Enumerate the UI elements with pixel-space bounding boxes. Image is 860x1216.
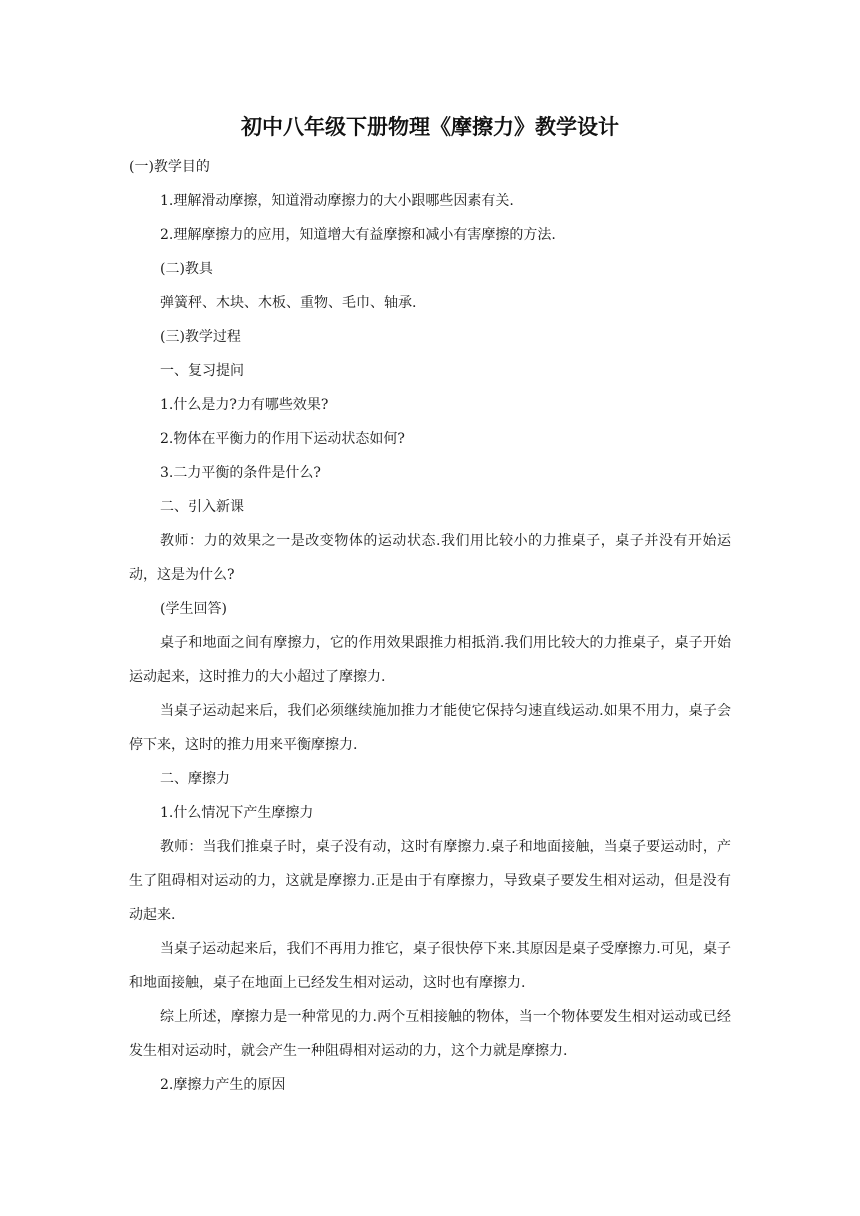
paragraph: 2.理解摩擦力的应用，知道增大有益摩擦和减小有害摩擦的方法. (160, 227, 556, 243)
paragraph: 当桌子运动起来后，我们不再用力推它，桌子很快停下来.其原因是桌子受摩擦力.可见，桌子和地面接触，桌子在地面上已经发生相对运动，这时也有摩擦力. (129, 941, 731, 991)
paragraph: 弹簧秤、木块、木板、重物、毛巾、轴承. (160, 295, 417, 311)
paragraph: 教师：力的效果之一是改变物体的运动状态.我们用比较小的力推桌子，桌子并没有开始运动，这是为什么? (129, 533, 731, 583)
paragraph: 教师：当我们推桌子时，桌子没有动，这时有摩擦力.桌子和地面接触，当桌子要运动时，产生了阻碍相对运动的力，这就是摩擦力.正是由于有摩擦力，导致桌子要发生相对运动，但是没有动起来. (129, 839, 731, 923)
subsection-heading-intro: 二、引入新课 (160, 499, 244, 515)
subsection-heading-review: 一、复习提问 (160, 363, 244, 379)
paragraph: 2.物体在平衡力的作用下运动状态如何? (160, 431, 405, 447)
paragraph: 1.什么是力?力有哪些效果? (160, 397, 329, 413)
paragraph: 桌子和地面之间有摩擦力，它的作用效果跟推力相抵消.我们用比较大的力推桌子，桌子开始运动起来，这时推力的大小超过了摩擦力. (129, 635, 731, 685)
paragraph: 2.摩擦力产生的原因 (160, 1077, 286, 1093)
paragraph: 综上所述，摩擦力是一种常见的力.两个互相接触的物体，当一个物体要发生相对运动或已经发生相对运动时，就会产生一种阻碍相对运动的力，这个力就是摩擦力. (129, 1009, 731, 1059)
section-heading-tools: (二)教具 (160, 261, 213, 277)
paragraph: 当桌子运动起来后，我们必须继续施加推力才能使它保持匀速直线运动.如果不用力，桌子会停下来，这时的推力用来平衡摩擦力. (129, 703, 731, 753)
document-title: 初中八年级下册物理《摩擦力》教学设计 (241, 115, 619, 139)
paragraph: (学生回答) (160, 601, 227, 617)
document-body (129, 150, 731, 1102)
section-heading-process: (三)教学过程 (160, 329, 241, 345)
paragraph: 1.理解滑动摩擦，知道滑动摩擦力的大小跟哪些因素有关. (160, 193, 514, 209)
subsection-heading-friction: 二、摩擦力 (160, 771, 230, 787)
paragraph: 1.什么情况下产生摩擦力 (160, 805, 314, 821)
section-heading-objectives: (一)教学目的 (129, 159, 210, 175)
paragraph: 3.二力平衡的条件是什么? (160, 465, 321, 481)
